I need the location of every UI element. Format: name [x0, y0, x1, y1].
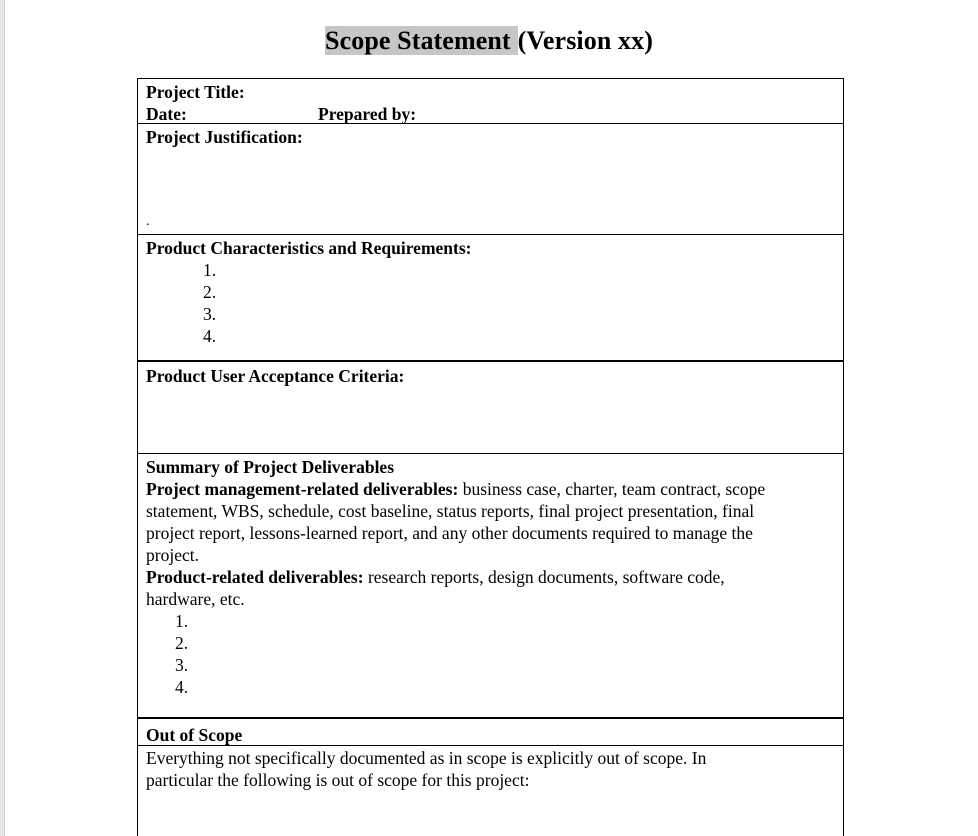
divider — [138, 123, 843, 124]
document-title — [0, 24, 978, 58]
scope-statement-table — [137, 78, 844, 836]
product-deliverables-text: research reports, design documents, software code, — [363, 567, 725, 587]
deliverables-list — [146, 610, 835, 698]
characteristics-label: Product Characteristics and Requirements: — [146, 238, 472, 258]
date-label: Date: — [146, 104, 187, 124]
list-item: 4. — [175, 677, 189, 697]
pm-deliverables-line2: statement, WBS, schedule, cost baseline, status reports, final project presentation, final — [146, 501, 755, 521]
title-version-text: (Version xx) — [517, 26, 653, 55]
title-highlighted-text: Scope Statement — [325, 26, 518, 55]
product-deliverables-line2: hardware, etc. — [146, 589, 245, 609]
characteristics-list — [146, 259, 835, 347]
justification-trailing-mark: . — [146, 214, 150, 229]
prepared-by-label: Prepared by: — [318, 104, 417, 124]
list-item: 4. — [203, 326, 217, 346]
list-item: 3. — [175, 655, 189, 675]
product-deliverables-line1 — [146, 566, 835, 588]
justification-label: Project Justification: — [146, 127, 303, 147]
justification-cell — [138, 126, 843, 148]
date-row — [146, 103, 835, 125]
justification-mark — [138, 211, 843, 233]
pm-deliverables-label: Project management-related deliverables: — [146, 479, 459, 499]
header-cell — [138, 81, 843, 125]
acceptance-cell — [138, 365, 843, 387]
list-item: 2. — [175, 633, 189, 653]
list-item: 3. — [203, 304, 217, 324]
divider — [138, 745, 843, 746]
pm-deliverables-line4: project. — [146, 545, 199, 565]
pm-deliverables-line3: project report, lessons-learned report, and any other documents required to manage the — [146, 523, 753, 543]
list-item: 2. — [203, 282, 217, 302]
out-of-scope-text-line1: Everything not specifically documented as in scope is explicitly out of scope. In — [146, 748, 707, 768]
characteristics-cell — [138, 237, 843, 347]
pm-deliverables-text: business case, charter, team contract, scope — [458, 479, 766, 499]
divider — [138, 360, 843, 362]
divider — [138, 717, 843, 719]
out-of-scope-heading: Out of Scope — [146, 725, 243, 745]
acceptance-label: Product User Acceptance Criteria: — [146, 366, 405, 386]
product-deliverables-label: Product-related deliverables: — [146, 567, 364, 587]
out-of-scope-text-cell — [138, 747, 843, 791]
divider — [138, 453, 843, 454]
out-of-scope-text-line2: particular the following is out of scope for this project: — [146, 770, 530, 790]
divider — [138, 234, 843, 235]
deliverables-heading: Summary of Project Deliverables — [146, 457, 395, 477]
list-item: 1. — [175, 611, 189, 631]
out-of-scope-heading-cell — [138, 724, 843, 746]
project-title-label: Project Title: — [146, 82, 245, 102]
deliverables-cell — [138, 456, 843, 698]
page-edge — [0, 0, 5, 836]
list-item: 1. — [203, 260, 217, 280]
pm-deliverables-line1 — [146, 478, 835, 500]
